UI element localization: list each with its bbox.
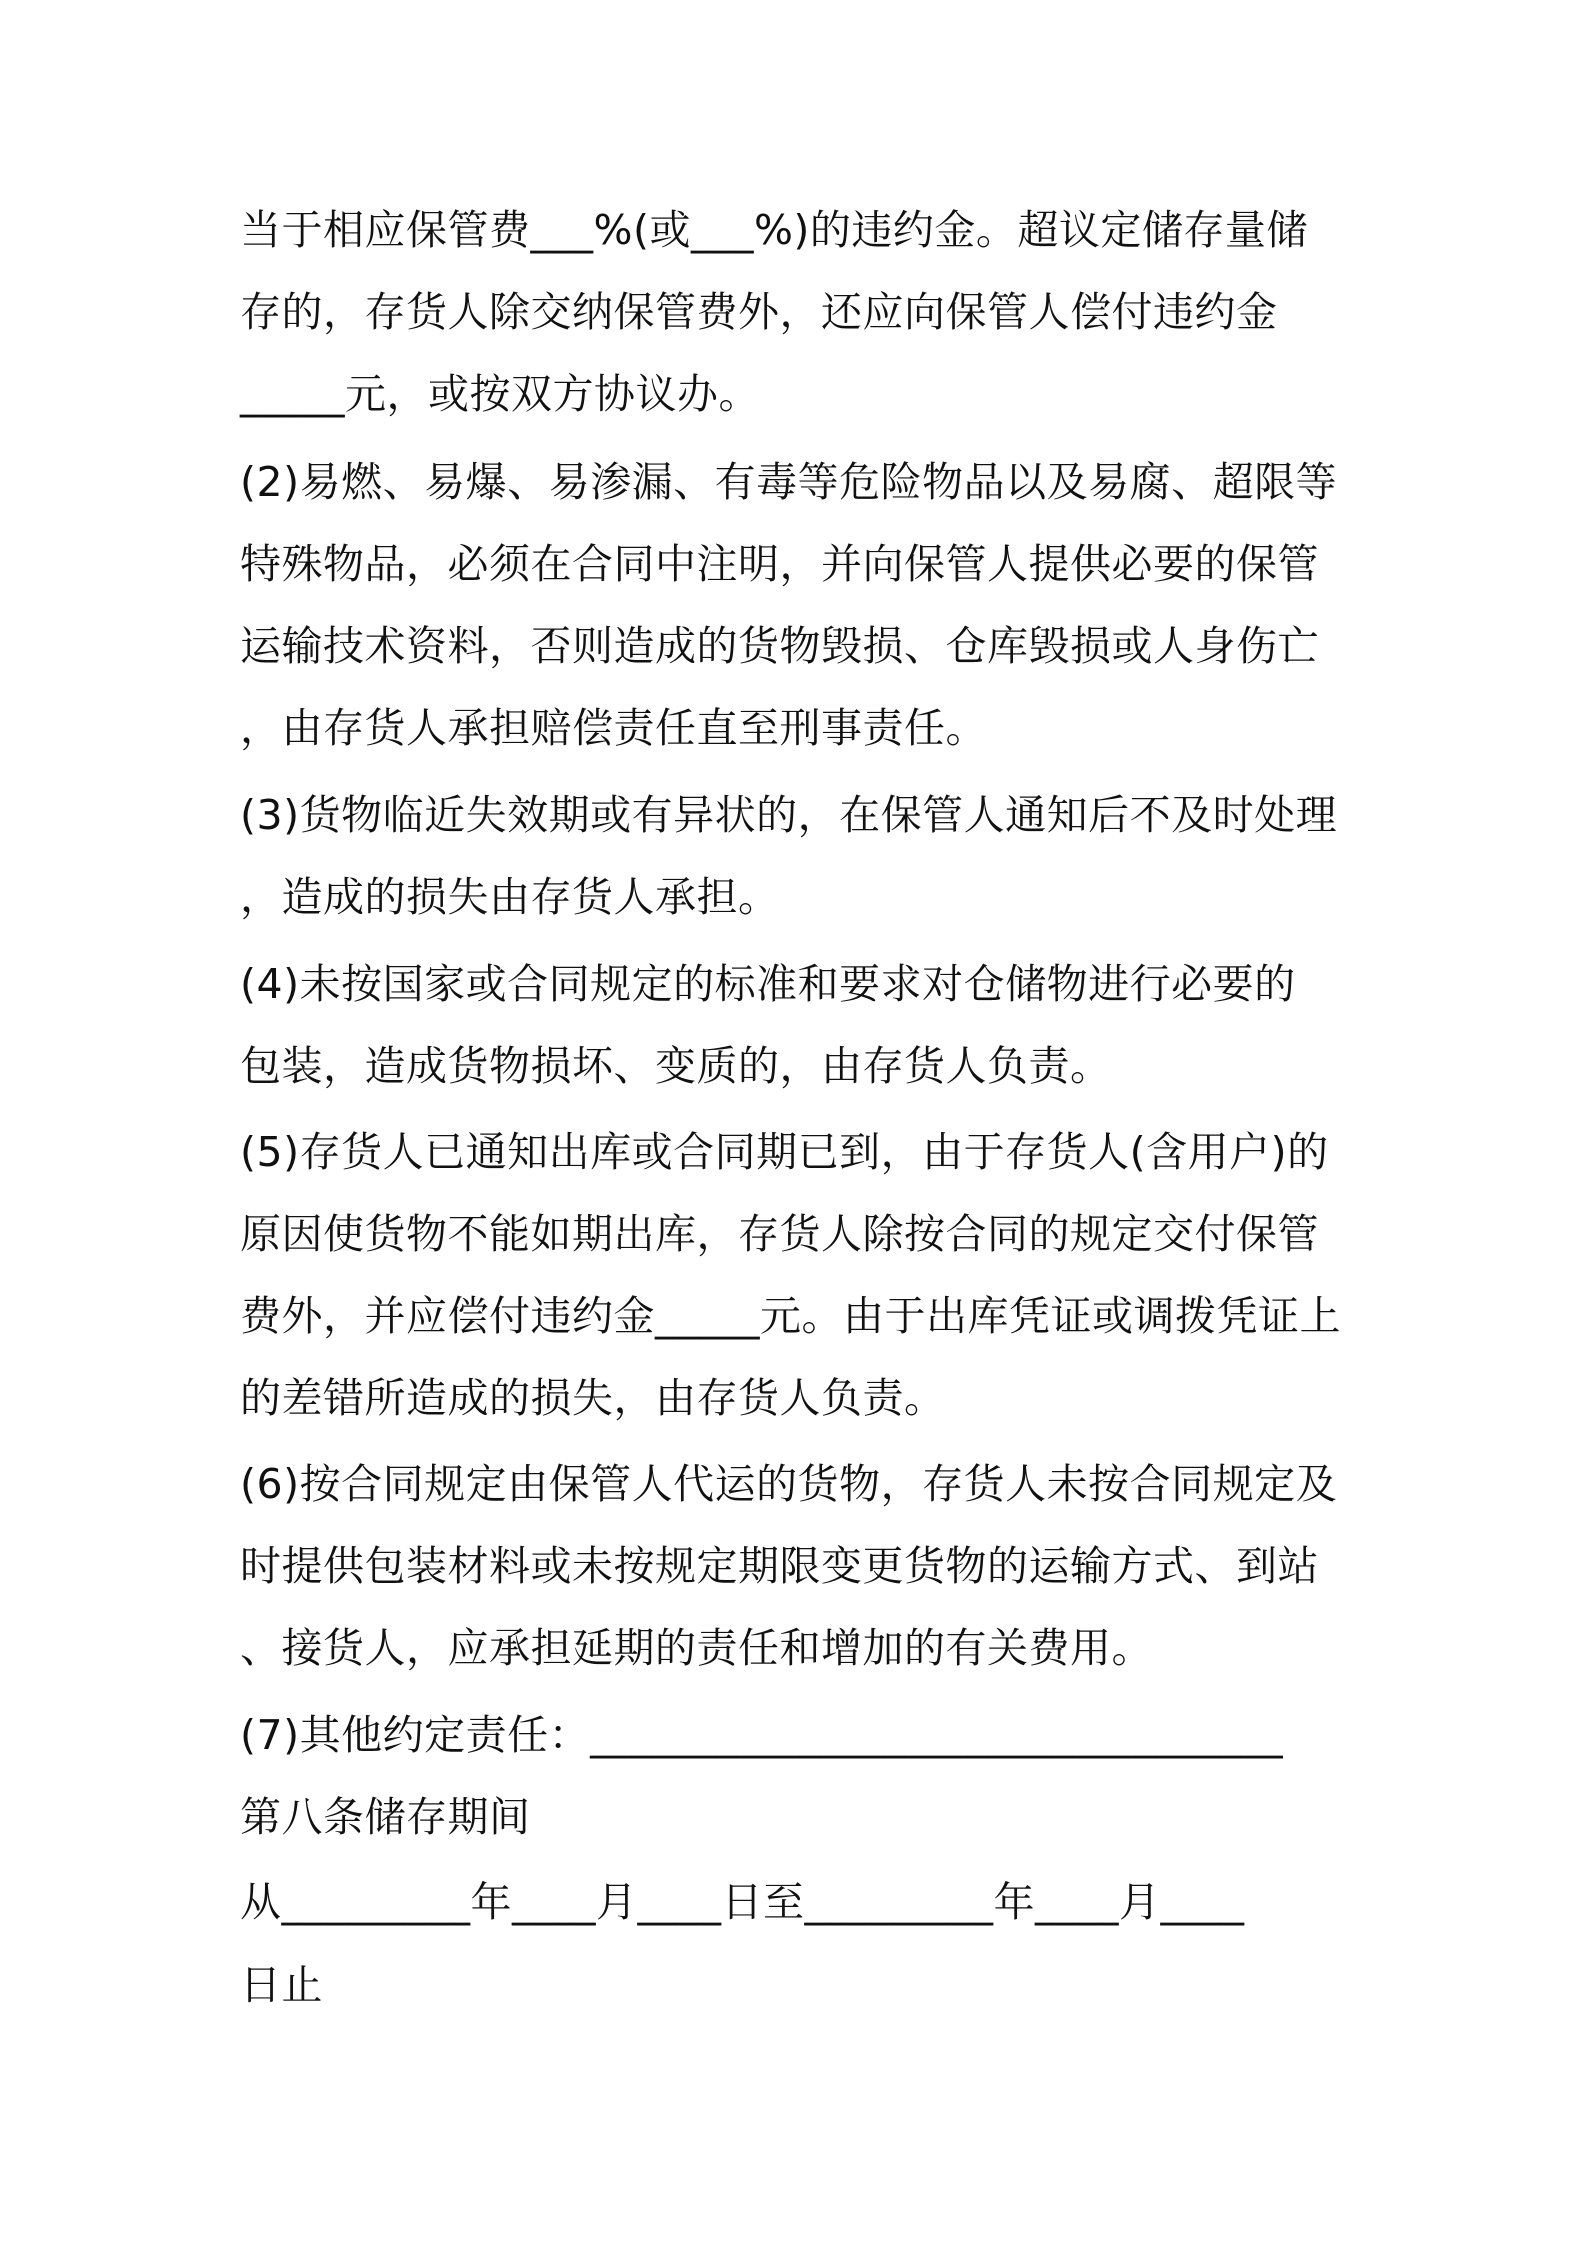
text-line: 原因使货物不能如期出库，存货人除按合同的规定交付保管 [240,1210,1319,1258]
text-line: 从_________年____月____日至_________年____月____ [240,1878,1245,1926]
text-line: 存的，存货人除交纳保管费外，还应向保管人偿付违约金 [240,288,1278,336]
text-line: 当于相应保管费___%(或___%)的违约金。超议定储存量储 [240,206,1308,254]
text-line: _____元，或按双方协议办。 [240,370,760,418]
text-line: 费外，并应偿付违约金_____元。由于出库凭证或调拨凭证上 [240,1292,1341,1340]
text-line: (2)易燃、易爆、易渗漏、有毒等危险物品以及易腐、超限等 [240,458,1338,506]
text-line: 时提供包装材料或未按规定期限变更货物的运输方式、到站 [240,1542,1319,1590]
text-line: 日止 [240,1961,323,2009]
text-line: (3)货物临近失效期或有异状的，在保管人通知后不及时处理 [240,791,1338,839]
section-heading: 第八条储存期间 [240,1793,531,1841]
text-line: (5)存货人已通知出库或合同期已到，由于存货人(含用户)的 [240,1128,1329,1176]
text-line: 的差错所造成的损失，由存货人负责。 [240,1374,946,1422]
text-line: 、接货人，应承担延期的责任和增加的有关费用。 [240,1624,1153,1672]
text-line: (4)未按国家或合同规定的标准和要求对仓储物进行必要的 [240,960,1296,1008]
text-line: 运输技术资料，否则造成的货物毁损、仓库毁损或人身伤亡 [240,622,1319,670]
text-line: ，造成的损失由存货人承担。 [240,873,780,921]
text-line: ，由存货人承担赔偿责任直至刑事责任。 [240,704,987,752]
text-line: 特殊物品，必须在合同中注明，并向保管人提供必要的保管 [240,540,1319,588]
text-line: (7)其他约定责任：_________________________________ [240,1711,1284,1759]
text-line: 包装，造成货物损坏、变质的，由存货人负责。 [240,1042,1112,1090]
text-line: (6)按合同规定由保管人代运的货物，存货人未按合同规定及 [240,1460,1338,1508]
